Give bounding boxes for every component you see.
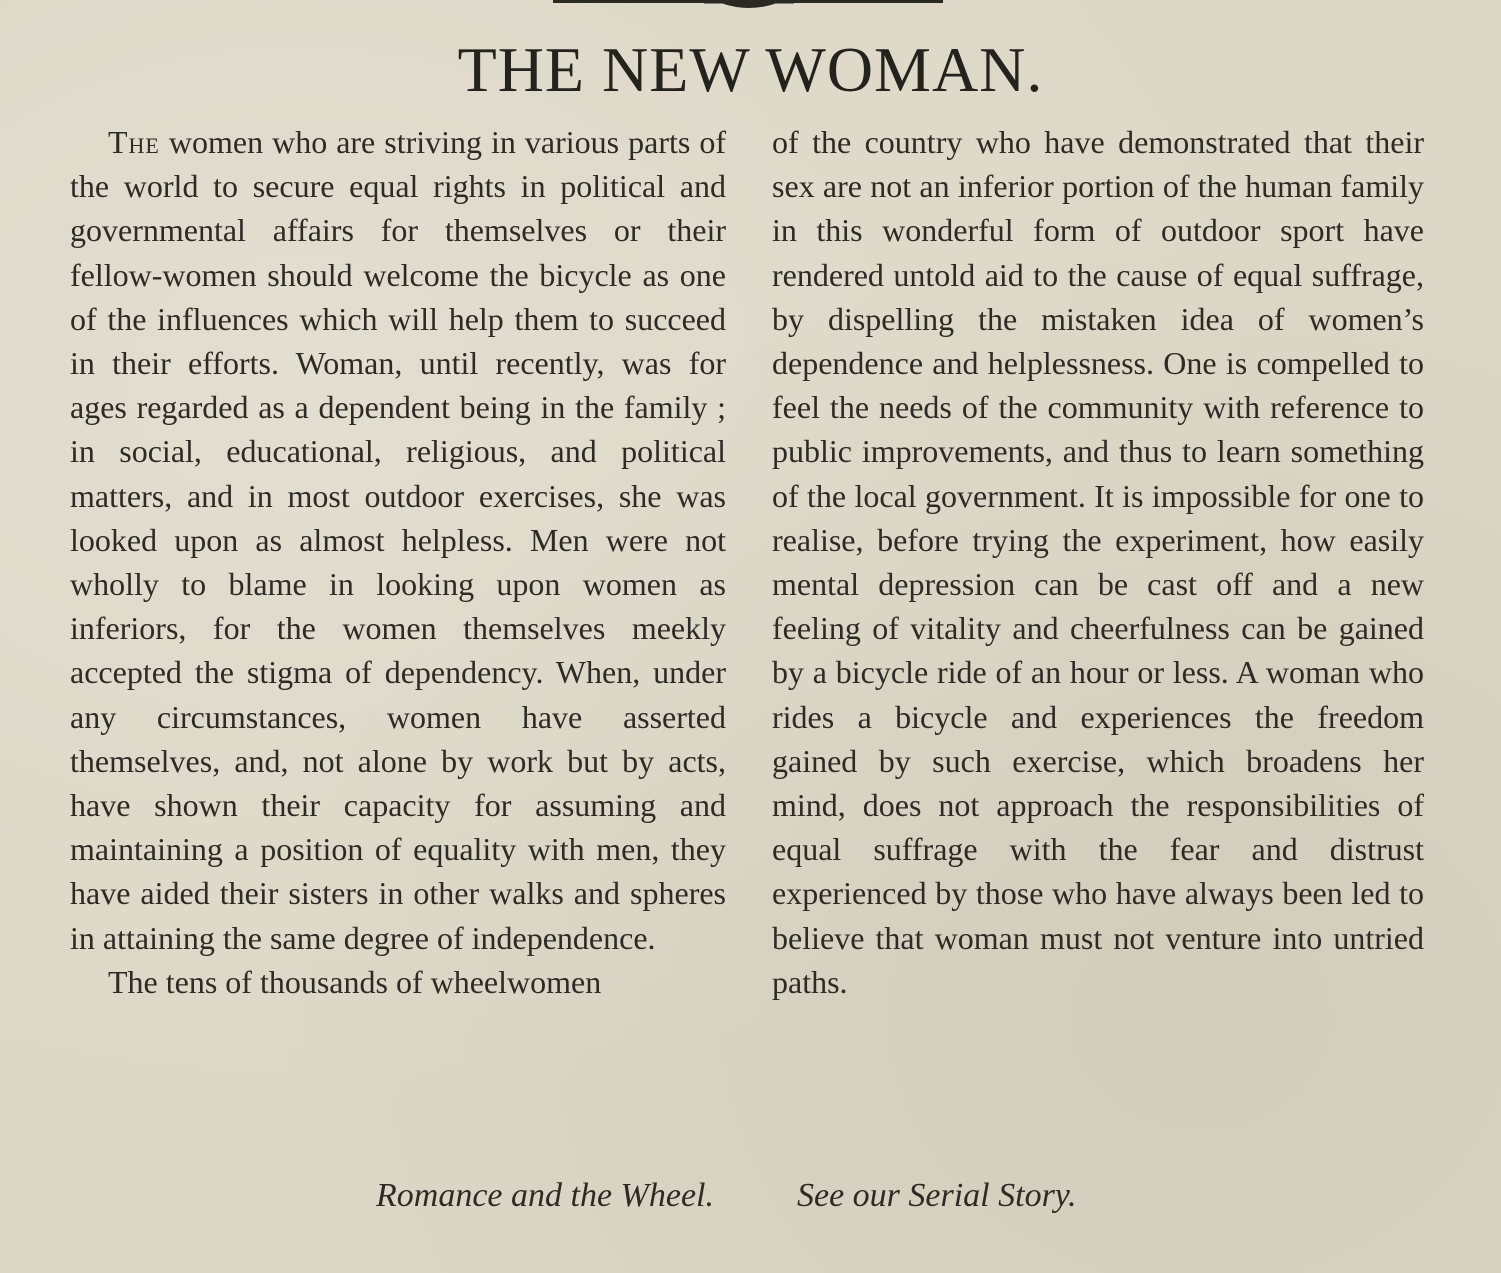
article-title: THE NEW WOMAN. bbox=[457, 34, 1044, 105]
paragraph-1 bbox=[70, 120, 726, 960]
right-column bbox=[772, 120, 1424, 1004]
left-column bbox=[70, 120, 726, 1004]
paragraph-2-start: The tens of thousands of wheelwomen bbox=[108, 963, 602, 1000]
drop-word: The bbox=[108, 124, 160, 160]
paragraph-1-text: women who are striving in various parts of the world to secure equal rights in political and governmental affairs for themselves or their fellow-women should welcome the bicycle as one of the influences which will help them to succeed in their efforts. Woman, until recently, was for ages regarded as a dependent being in the family ; in social, educational, religious, and political matters, and in most outdoor exercises, she was looked upon as almost helpless. Men were not wholly to blame in looking upon women as inferiors, for the women themselves meekly accepted the stigma of dependency. When, under any circumstances, women have asserted themselves, and, not alone by work but by acts, have shown their capacity for assuming and maintaining a position of equality with men, they have aided their sisters in other walks and spheres in attaining the same degree of independence. bbox=[70, 124, 726, 956]
footer bbox=[0, 1177, 1501, 1223]
footer-right-caption: See our Serial Story. bbox=[797, 1177, 1077, 1214]
footer-left-caption: Romance and the Wheel. bbox=[376, 1177, 714, 1214]
ornament-icon bbox=[704, 0, 794, 10]
paragraph-2-continued: of the country who have demonstrated that their sex are not an inferior portion of the human family in this wonderful form of outdoor sport have rendered untold aid to the cause of equal suffrage, by dispelling the mistaken idea of women’s dependence and helplessness. One is compelled to feel the needs of the community with reference to public improvements, and thus to learn something of the local government. It is impossible for one to realise, before trying the experiment, how easily mental depression can be cast off and a new feeling of vitality and cheerfulness can be gained by a bicycle ride of an hour or less. A woman who rides a bicycle and experiences the freedom gained by such exercise, which broadens her mind, does not approach the responsibilities of equal suffrage with the fear and distrust experienced by those who have always been led to believe that woman must not venture into untried paths. bbox=[772, 124, 1424, 1000]
